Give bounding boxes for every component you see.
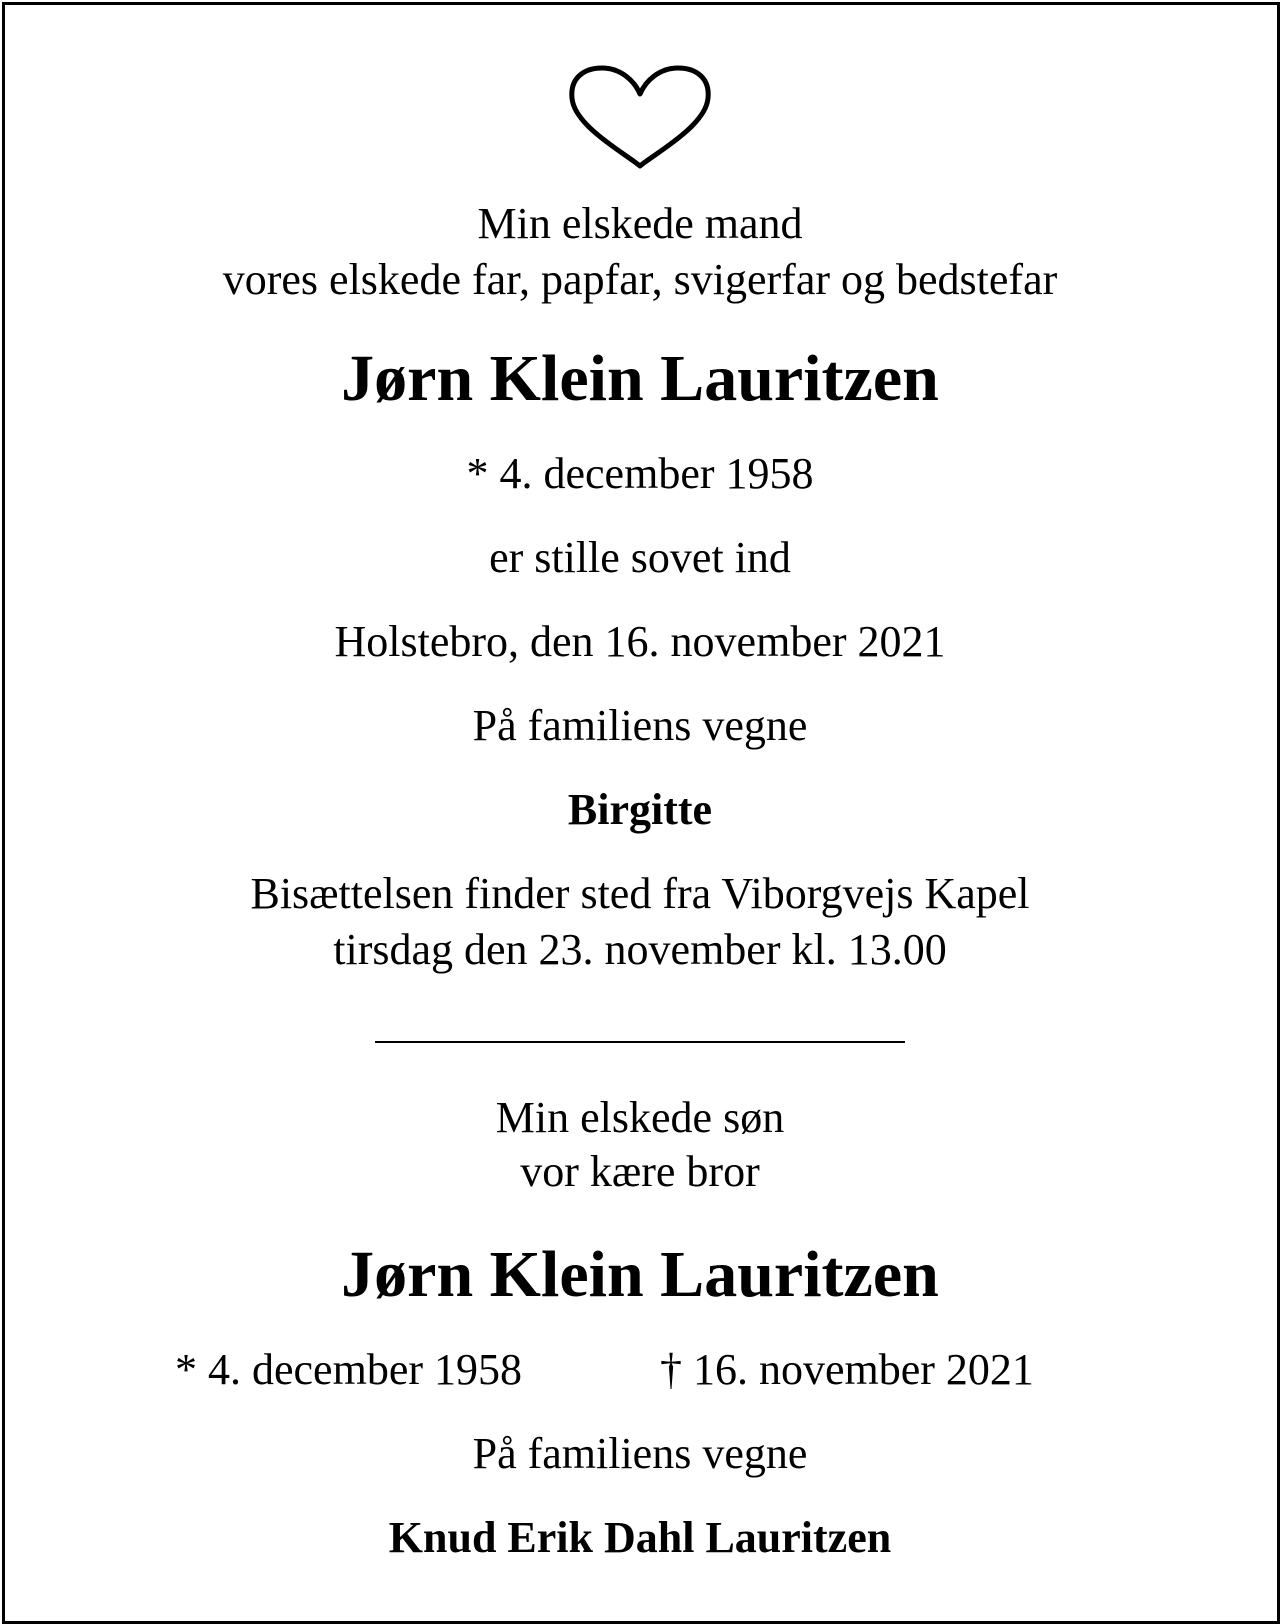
- funeral-line-1: Bisættelsen finder sted fra Viborgvejs Kapel: [250, 869, 1030, 918]
- intro-line-2: vor kære bror: [520, 1147, 760, 1196]
- funeral-line-2: tirsdag den 23. november kl. 13.00: [333, 925, 947, 974]
- on-behalf-text: På familiens vegne: [472, 701, 808, 750]
- signer-name: Knud Erik Dahl Lauritzen: [388, 1513, 892, 1562]
- birth-date: * 4. december 1958: [466, 449, 814, 498]
- on-behalf-text: På familiens vegne: [472, 1429, 808, 1478]
- intro-line-1: Min elskede søn: [495, 1093, 785, 1142]
- section-divider: [375, 1041, 905, 1043]
- intro-line-2: vores elskede far, papfar, svigerfar og bedstefar: [222, 255, 1058, 304]
- deceased-name: Jørn Klein Lauritzen: [341, 1238, 939, 1311]
- deceased-name: Jørn Klein Lauritzen: [341, 342, 939, 415]
- death-date: † 16. november 2021: [660, 1345, 1034, 1394]
- passed-text: er stille sovet ind: [489, 533, 791, 582]
- signer-name: Birgitte: [567, 785, 713, 834]
- heart-outline-icon: [566, 64, 714, 170]
- birth-date: * 4. december 1958: [175, 1345, 522, 1394]
- place-date: Holstebro, den 16. november 2021: [334, 617, 946, 666]
- intro-line-1: Min elskede mand: [477, 199, 803, 248]
